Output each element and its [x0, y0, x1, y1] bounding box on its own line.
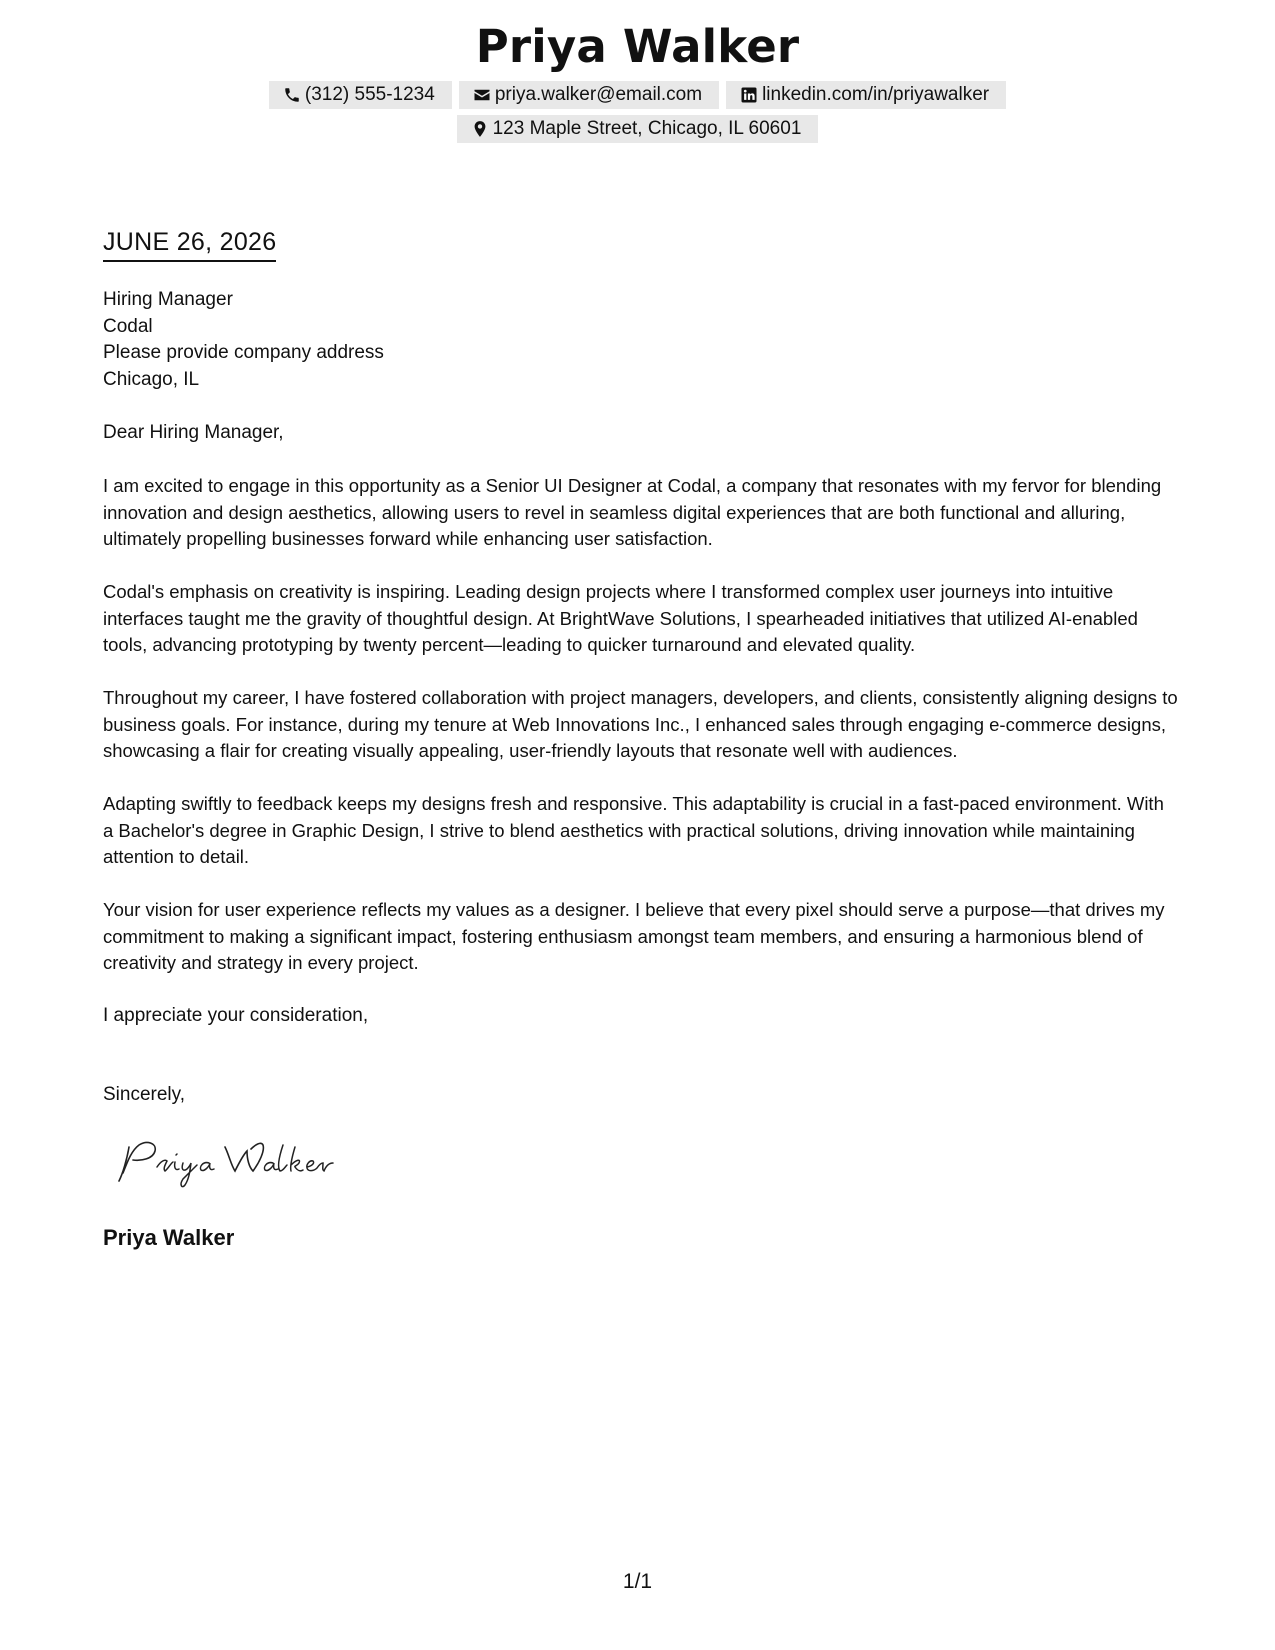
linkedin-icon: [740, 86, 758, 104]
recipient-city: Chicago, IL: [103, 368, 200, 390]
address-text: 123 Maple Street, Chicago, IL 60601: [492, 118, 802, 139]
address-chip: [457, 115, 819, 143]
linkedin-text: linkedin.com/in/priyawalker: [762, 84, 990, 105]
recipient-title: Hiring Manager: [103, 289, 233, 310]
body-paragraph-3: Throughout my career, I have fostered collaboration with project managers, developers, and clients, consistently aligning designs to business goals. For instance, during my tenure at Web Innovations Inc., I enhanced sales through engaging e-commerce designs, showcasing a flair for creating visually appealing, user-friendly layouts that resonate well with audiences.: [103, 687, 1178, 761]
recipient-address: Please provide company address: [103, 342, 384, 363]
salutation: Dear Hiring Manager,: [103, 422, 284, 443]
contact-row-primary: [0, 81, 1275, 109]
envelope-icon: [473, 86, 491, 104]
applicant-name: Priya Walker: [475, 20, 800, 73]
linkedin-chip[interactable]: [726, 81, 1006, 109]
phone-icon: [283, 86, 301, 104]
map-pin-icon: [471, 120, 489, 138]
phone-text: (312) 555-1234: [304, 84, 435, 105]
contact-row-secondary: [0, 115, 1275, 143]
body-paragraph-1: I am excited to engage in this opportunity as a Senior UI Designer at Codal, a company that resonates with my fervor for blending innovation and design aesthetics, allowing users to revel in seamless digital experiences that are both functional and alluring, ultimately propelling businesses forward while enhancing user satisfaction.: [103, 475, 1162, 549]
sign-off: Sincerely,: [103, 1084, 186, 1105]
closing-line: I appreciate your consideration,: [103, 1005, 369, 1026]
recipient-company: Codal: [103, 315, 153, 337]
email-chip[interactable]: [459, 81, 719, 109]
phone-chip[interactable]: [269, 81, 452, 109]
body-paragraph-2: Codal's emphasis on creativity is inspiring. Leading design projects where I transformed complex user journeys into intuitive interfaces taught me the gravity of thoughtful design. At BrightWave Solutions, I spearheaded initiatives that utilized AI-enabled tools, advancing prototyping by twenty percent—leading to quicker turnaround and elevated quality.: [103, 581, 1138, 655]
email-text: priya.walker@email.com: [494, 84, 703, 105]
signed-name: Priya Walker: [103, 1225, 235, 1250]
body-paragraph-5: Your vision for user experience reflects my values as a designer. I believe that every pixel should serve a purpose—that drives my commitment to making a significant impact, fostering enthusiasm amongst team members, and ensuring a harmonious blend of creativity and strategy in every project.: [103, 899, 1165, 973]
body-paragraph-4: Adapting swiftly to feedback keeps my designs fresh and responsive. This adaptability is crucial in a fast-paced environment. With a Bachelor's degree in Graphic Design, I strive to blend aesthetics with practical solutions, driving innovation while maintaining attention to detail.: [103, 793, 1164, 867]
page-indicator: 1/1: [622, 1570, 653, 1593]
letter-date: JUNE 26, 2026: [103, 228, 276, 262]
handwritten-signature: [113, 1133, 353, 1193]
recipient-block: [103, 287, 1178, 393]
